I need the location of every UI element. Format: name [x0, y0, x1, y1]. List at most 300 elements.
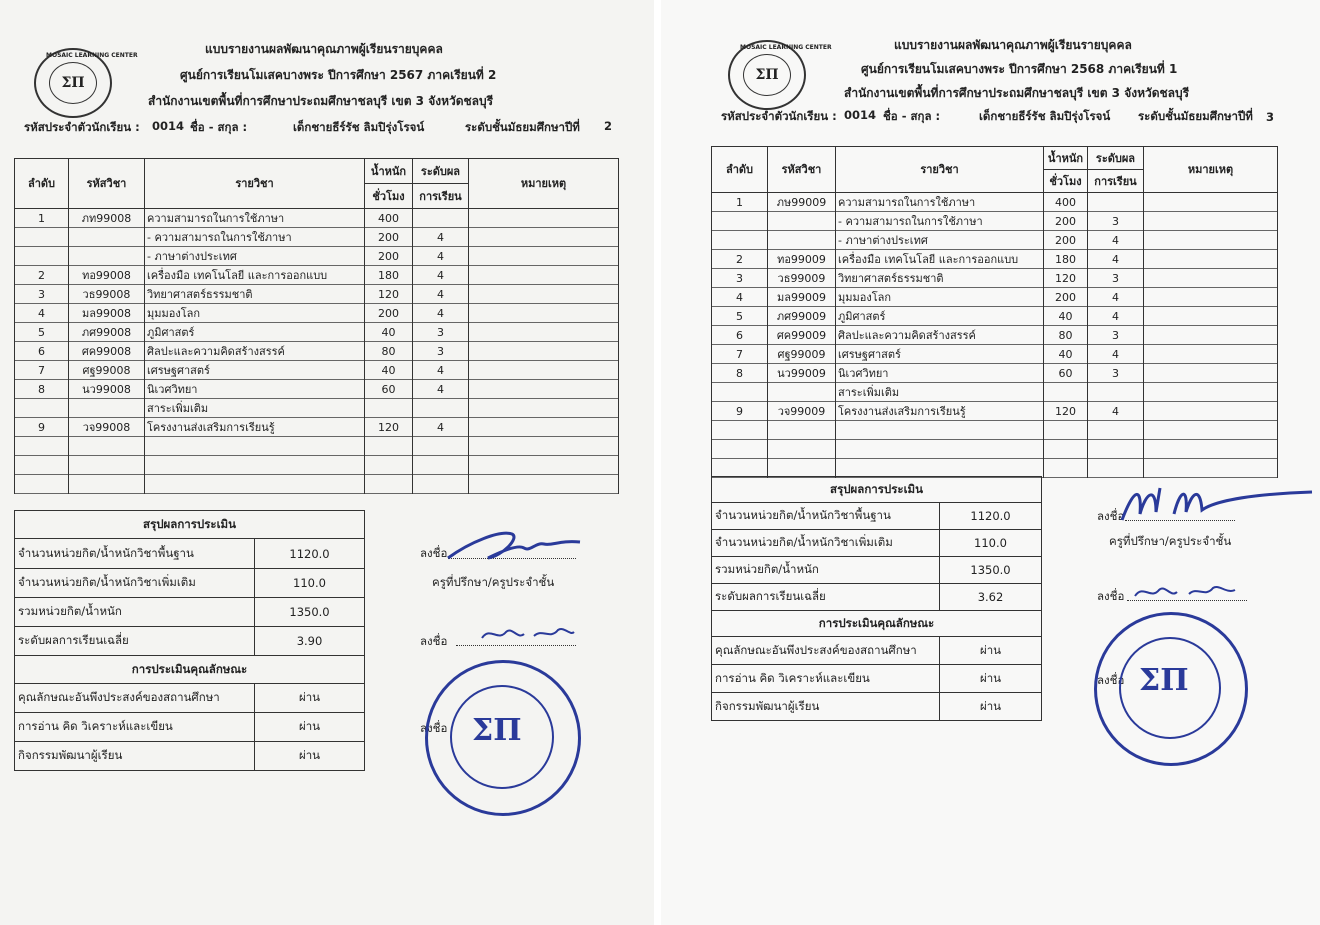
- student-name: เด็กชายธีร์รัช ลิมปิรุ่งโรจน์: [979, 109, 1111, 123]
- teacher-signature: [1116, 478, 1316, 528]
- row-subject: [836, 440, 1044, 459]
- row-grade: 3: [1088, 212, 1144, 231]
- col-note: หมายเหตุ: [1144, 147, 1278, 193]
- row-subject: [145, 456, 365, 475]
- report-page-right: [661, 0, 1320, 925]
- characteristics-title: การประเมินคุณลักษณะ: [712, 611, 1042, 637]
- row-code: [69, 456, 145, 475]
- level-value: 2: [604, 119, 613, 133]
- row-no: 9: [712, 402, 768, 421]
- row-grade: [1088, 421, 1144, 440]
- student-name: เด็กชายธีร์รัช ลิมปิรุ่งโรจน์: [293, 120, 425, 134]
- table-row: [15, 399, 619, 418]
- page-gap: [654, 0, 661, 925]
- row-subject: [145, 475, 365, 494]
- total-credits-value: 1350.0: [940, 557, 1042, 584]
- row-note: [469, 323, 619, 342]
- report-page-left: [0, 0, 654, 925]
- char1-value: ผ่าน: [940, 637, 1042, 665]
- row-note: [1144, 326, 1278, 345]
- row-grade: 3: [1088, 269, 1144, 288]
- summary-table: [711, 476, 1042, 721]
- row-grade: 4: [1088, 231, 1144, 250]
- row-code: [768, 383, 836, 402]
- row-weight: 40: [1044, 307, 1088, 326]
- row-grade: 4: [1088, 250, 1144, 269]
- row-grade: [413, 456, 469, 475]
- row-no: 4: [15, 304, 69, 323]
- row-code: [768, 459, 836, 478]
- logo-ring-text: MOSAIC LEARNING CENTER: [46, 52, 138, 59]
- row-grade: 4: [413, 247, 469, 266]
- logo-emblem: ΣΠ: [743, 54, 791, 96]
- row-weight: 200: [1044, 212, 1088, 231]
- table-row: [712, 231, 1278, 250]
- row-no: 2: [15, 266, 69, 285]
- table-row: [712, 440, 1278, 459]
- row-code: วธ99009: [768, 269, 836, 288]
- col-no: ลำดับ: [15, 159, 69, 209]
- row-weight: [365, 399, 413, 418]
- school-logo: [34, 48, 138, 118]
- row-code: ภท99008: [69, 209, 145, 228]
- row-note: [1144, 250, 1278, 269]
- row-weight: 120: [365, 285, 413, 304]
- row-grade: 4: [1088, 402, 1144, 421]
- table-row: [712, 383, 1278, 402]
- row-code: [69, 247, 145, 266]
- extra-credits-value: 110.0: [940, 530, 1042, 557]
- row-no: 5: [712, 307, 768, 326]
- row-no: [15, 399, 69, 418]
- row-grade: 4: [1088, 288, 1144, 307]
- row-subject: - ความสามารถในการใช้ภาษา: [145, 228, 365, 247]
- row-no: 5: [15, 323, 69, 342]
- sign-label-3: ลงชื่อ: [420, 721, 448, 735]
- row-weight: 180: [1044, 250, 1088, 269]
- extra-credits-label: จำนวนหน่วยกิต/น้ำหนักวิชาเพิ่มเติม: [712, 530, 940, 557]
- row-note: [1144, 231, 1278, 250]
- char1-label: คุณลักษณะอันพึงประสงค์ของสถานศึกษา: [15, 684, 255, 713]
- col-note: หมายเหตุ: [469, 159, 619, 209]
- table-row: [15, 361, 619, 380]
- row-subject: นิเวศวิทยา: [836, 364, 1044, 383]
- char2-label: การอ่าน คิด วิเคราะห์และเขียน: [15, 713, 255, 742]
- sign-label-3: ลงชื่อ: [1097, 673, 1125, 687]
- table-row: [15, 380, 619, 399]
- row-no: [15, 456, 69, 475]
- row-weight: 200: [365, 247, 413, 266]
- row-weight: [365, 437, 413, 456]
- table-row: [15, 475, 619, 494]
- row-weight: 400: [1044, 193, 1088, 212]
- row-no: 1: [15, 209, 69, 228]
- row-note: [1144, 440, 1278, 459]
- center-title: ศูนย์การเรียนโมเสคบางพระ ปีการศึกษา 2567 ภาคเรียนที่ 2: [180, 68, 497, 82]
- char3-label: กิจกรรมพัฒนาผู้เรียน: [712, 693, 940, 721]
- row-note: [469, 266, 619, 285]
- gpa-value: 3.62: [940, 584, 1042, 611]
- row-subject: ความสามารถในการใช้ภาษา: [145, 209, 365, 228]
- table-row: [712, 402, 1278, 421]
- table-row: [712, 193, 1278, 212]
- row-grade: [1088, 193, 1144, 212]
- row-subject: ศิลปะและความคิดสร้างสรรค์: [145, 342, 365, 361]
- level-value: 3: [1266, 110, 1275, 124]
- total-credits-value: 1350.0: [255, 598, 365, 627]
- summary-title: สรุปผลการประเมิน: [712, 477, 1042, 503]
- table-row: [712, 345, 1278, 364]
- level-label: ระดับชั้นมัธยมศึกษาปีที่: [465, 120, 580, 134]
- row-note: [469, 380, 619, 399]
- table-row: [15, 209, 619, 228]
- table-row: [15, 266, 619, 285]
- table-row: [712, 364, 1278, 383]
- char1-label: คุณลักษณะอันพึงประสงค์ของสถานศึกษา: [712, 637, 940, 665]
- student-id: 0014: [152, 119, 185, 133]
- logo-ring-text: MOSAIC LEARNING CENTER: [740, 44, 832, 51]
- table-row: [15, 247, 619, 266]
- row-subject: ความสามารถในการใช้ภาษา: [836, 193, 1044, 212]
- col-grade: ระดับผล: [1088, 147, 1144, 170]
- row-no: 3: [15, 285, 69, 304]
- char3-value: ผ่าน: [940, 693, 1042, 721]
- row-subject: [836, 421, 1044, 440]
- director-signature: [478, 620, 578, 646]
- row-grade: 3: [1088, 364, 1144, 383]
- row-note: [1144, 364, 1278, 383]
- row-note: [469, 247, 619, 266]
- report-title: แบบรายงานผลพัฒนาคุณภาพผู้เรียนรายบุคคล: [894, 38, 1132, 52]
- row-no: 9: [15, 418, 69, 437]
- row-note: [1144, 212, 1278, 231]
- row-no: 8: [712, 364, 768, 383]
- school-logo: [728, 40, 832, 110]
- row-no: [712, 383, 768, 402]
- sign-label-1: ลงชื่อ: [420, 546, 448, 560]
- student-id-label: รหัสประจำตัวนักเรียน :: [721, 109, 837, 123]
- col-subject: รายวิชา: [836, 147, 1044, 193]
- row-no: 7: [15, 361, 69, 380]
- row-weight: 40: [1044, 345, 1088, 364]
- stamp-emblem: ΣΠ: [472, 713, 522, 748]
- row-weight: 120: [1044, 269, 1088, 288]
- char3-label: กิจกรรมพัฒนาผู้เรียน: [15, 742, 255, 771]
- basic-credits-label: จำนวนหน่วยกิต/น้ำหนักวิชาพื้นฐาน: [15, 539, 255, 569]
- office-title: สำนักงานเขตพื้นที่การศึกษาประถมศึกษาชลบุรี เขต 3 จังหวัดชลบุรี: [844, 86, 1190, 100]
- row-weight: 200: [1044, 231, 1088, 250]
- row-code: [69, 228, 145, 247]
- logo-emblem: ΣΠ: [49, 62, 97, 104]
- table-row: [712, 326, 1278, 345]
- row-note: [469, 437, 619, 456]
- row-no: 2: [712, 250, 768, 269]
- table-row: [15, 285, 619, 304]
- row-code: วธ99008: [69, 285, 145, 304]
- table-row: [15, 342, 619, 361]
- table-row: [712, 307, 1278, 326]
- row-weight: 120: [365, 418, 413, 437]
- row-note: [469, 456, 619, 475]
- row-subject: [836, 459, 1044, 478]
- row-subject: วิทยาศาสตร์ธรรมชาติ: [145, 285, 365, 304]
- row-code: ภศ99008: [69, 323, 145, 342]
- row-code: นว99008: [69, 380, 145, 399]
- row-subject: [145, 437, 365, 456]
- row-code: วจ99008: [69, 418, 145, 437]
- level-label: ระดับชั้นมัธยมศึกษาปีที่: [1138, 109, 1253, 123]
- row-grade: 4: [413, 361, 469, 380]
- row-no: [712, 459, 768, 478]
- row-no: [15, 475, 69, 494]
- row-note: [1144, 288, 1278, 307]
- row-no: [712, 231, 768, 250]
- row-code: [69, 399, 145, 418]
- char3-value: ผ่าน: [255, 742, 365, 771]
- extra-credits-label: จำนวนหน่วยกิต/น้ำหนักวิชาเพิ่มเติม: [15, 569, 255, 598]
- row-grade: 4: [1088, 345, 1144, 364]
- gpa-value: 3.90: [255, 627, 365, 656]
- row-subject: นิเวศวิทยา: [145, 380, 365, 399]
- row-weight: 60: [365, 380, 413, 399]
- gpa-label: ระดับผลการเรียนเฉลี่ย: [712, 584, 940, 611]
- col-weight-unit: ชั่วโมง: [1044, 170, 1088, 193]
- row-subject: มุมมองโลก: [836, 288, 1044, 307]
- col-grade-unit: การเรียน: [1088, 170, 1144, 193]
- row-code: [69, 437, 145, 456]
- row-note: [1144, 383, 1278, 402]
- table-row: [15, 456, 619, 475]
- row-note: [1144, 269, 1278, 288]
- row-code: ศฐ99008: [69, 361, 145, 380]
- row-subject: - ภาษาต่างประเทศ: [836, 231, 1044, 250]
- teacher-role-1: ครูที่ปรึกษา/ครูประจำชั้น: [1109, 534, 1232, 548]
- row-grade: [1088, 440, 1144, 459]
- center-title: ศูนย์การเรียนโมเสคบางพระ ปีการศึกษา 2568 ภาคเรียนที่ 1: [861, 62, 1178, 76]
- table-row: [712, 288, 1278, 307]
- row-no: 6: [712, 326, 768, 345]
- row-no: [712, 440, 768, 459]
- row-weight: 80: [365, 342, 413, 361]
- col-no: ลำดับ: [712, 147, 768, 193]
- grades-table: [14, 158, 619, 494]
- row-subject: เครื่องมือ เทคโนโลยี และการออกแบบ: [836, 250, 1044, 269]
- row-grade: [1088, 383, 1144, 402]
- summary-title: สรุปผลการประเมิน: [15, 511, 365, 539]
- row-note: [1144, 402, 1278, 421]
- row-subject: โครงงานส่งเสริมการเรียนรู้: [145, 418, 365, 437]
- row-note: [1144, 421, 1278, 440]
- row-note: [469, 228, 619, 247]
- col-weight: น้ำหนัก: [1044, 147, 1088, 170]
- total-credits-label: รวมหน่วยกิต/น้ำหนัก: [712, 557, 940, 584]
- char2-label: การอ่าน คิด วิเคราะห์และเขียน: [712, 665, 940, 693]
- col-weight: น้ำหนัก: [365, 159, 413, 184]
- report-title: แบบรายงานผลพัฒนาคุณภาพผู้เรียนรายบุคคล: [205, 42, 443, 56]
- row-code: ภศ99009: [768, 307, 836, 326]
- row-subject: เครื่องมือ เทคโนโลยี และการออกแบบ: [145, 266, 365, 285]
- row-no: 8: [15, 380, 69, 399]
- row-note: [469, 399, 619, 418]
- row-grade: 4: [1088, 307, 1144, 326]
- char2-value: ผ่าน: [255, 713, 365, 742]
- row-weight: 40: [365, 361, 413, 380]
- row-weight: [365, 475, 413, 494]
- row-weight: 80: [1044, 326, 1088, 345]
- basic-credits-label: จำนวนหน่วยกิต/น้ำหนักวิชาพื้นฐาน: [712, 503, 940, 530]
- row-note: [469, 475, 619, 494]
- row-code: ทอ99008: [69, 266, 145, 285]
- table-row: [15, 304, 619, 323]
- row-subject: ภูมิศาสตร์: [145, 323, 365, 342]
- office-title: สำนักงานเขตพื้นที่การศึกษาประถมศึกษาชลบุรี เขต 3 จังหวัดชลบุรี: [148, 94, 494, 108]
- row-code: [768, 440, 836, 459]
- row-note: [469, 418, 619, 437]
- row-code: มล99008: [69, 304, 145, 323]
- grades-table: [711, 146, 1278, 478]
- row-note: [1144, 307, 1278, 326]
- row-subject: โครงงานส่งเสริมการเรียนรู้: [836, 402, 1044, 421]
- school-stamp: [1094, 612, 1248, 766]
- row-weight: 60: [1044, 364, 1088, 383]
- row-code: [768, 231, 836, 250]
- col-weight-unit: ชั่วโมง: [365, 184, 413, 209]
- row-weight: 200: [365, 304, 413, 323]
- table-row: [15, 323, 619, 342]
- table-row: [712, 269, 1278, 288]
- row-weight: [1044, 421, 1088, 440]
- sign-label-1: ลงชื่อ: [1097, 509, 1125, 523]
- row-no: 4: [712, 288, 768, 307]
- col-subject: รายวิชา: [145, 159, 365, 209]
- row-no: [15, 437, 69, 456]
- char2-value: ผ่าน: [940, 665, 1042, 693]
- basic-credits-value: 1120.0: [255, 539, 365, 569]
- row-subject: สาระเพิ่มเติม: [145, 399, 365, 418]
- student-id-label: รหัสประจำตัวนักเรียน :: [24, 120, 140, 134]
- row-note: [1144, 193, 1278, 212]
- row-no: [15, 228, 69, 247]
- row-no: 6: [15, 342, 69, 361]
- row-no: 3: [712, 269, 768, 288]
- row-weight: [1044, 440, 1088, 459]
- row-grade: [413, 209, 469, 228]
- row-subject: ศิลปะและความคิดสร้างสรรค์: [836, 326, 1044, 345]
- row-grade: 4: [413, 304, 469, 323]
- row-subject: - ภาษาต่างประเทศ: [145, 247, 365, 266]
- row-no: 7: [712, 345, 768, 364]
- row-code: ทอ99009: [768, 250, 836, 269]
- row-grade: 3: [413, 342, 469, 361]
- table-row: [712, 421, 1278, 440]
- row-code: ศค99009: [768, 326, 836, 345]
- row-note: [469, 285, 619, 304]
- row-code: นว99009: [768, 364, 836, 383]
- name-label: ชื่อ - สกุล :: [190, 120, 248, 134]
- row-weight: 400: [365, 209, 413, 228]
- row-subject: วิทยาศาสตร์ธรรมชาติ: [836, 269, 1044, 288]
- row-no: [15, 247, 69, 266]
- row-grade: [1088, 459, 1144, 478]
- row-note: [1144, 459, 1278, 478]
- col-grade-unit: การเรียน: [413, 184, 469, 209]
- row-no: [712, 421, 768, 440]
- row-no: 1: [712, 193, 768, 212]
- basic-credits-value: 1120.0: [940, 503, 1042, 530]
- row-grade: 4: [413, 285, 469, 304]
- row-subject: มุมมองโลก: [145, 304, 365, 323]
- col-grade: ระดับผล: [413, 159, 469, 184]
- col-code: รหัสวิชา: [768, 147, 836, 193]
- row-weight: 200: [365, 228, 413, 247]
- characteristics-title: การประเมินคุณลักษณะ: [15, 656, 365, 684]
- row-subject: เศรษฐศาสตร์: [145, 361, 365, 380]
- row-weight: [365, 456, 413, 475]
- row-code: [768, 421, 836, 440]
- row-subject: เศรษฐศาสตร์: [836, 345, 1044, 364]
- table-row: [712, 459, 1278, 478]
- row-weight: [1044, 459, 1088, 478]
- row-subject: - ความสามารถในการใช้ภาษา: [836, 212, 1044, 231]
- row-code: ศค99008: [69, 342, 145, 361]
- row-code: วจ99009: [768, 402, 836, 421]
- row-subject: สาระเพิ่มเติม: [836, 383, 1044, 402]
- char1-value: ผ่าน: [255, 684, 365, 713]
- summary-table: [14, 510, 365, 771]
- row-code: [69, 475, 145, 494]
- row-grade: 3: [413, 323, 469, 342]
- row-note: [1144, 345, 1278, 364]
- row-code: ศฐ99009: [768, 345, 836, 364]
- row-note: [469, 342, 619, 361]
- row-grade: [413, 437, 469, 456]
- table-row: [712, 250, 1278, 269]
- row-weight: 200: [1044, 288, 1088, 307]
- student-id: 0014: [844, 108, 877, 122]
- row-weight: 180: [365, 266, 413, 285]
- table-row: [15, 437, 619, 456]
- row-weight: [1044, 383, 1088, 402]
- sign-label-2: ลงชื่อ: [420, 634, 448, 648]
- row-code: ภษ99009: [768, 193, 836, 212]
- table-row: [15, 418, 619, 437]
- row-grade: 4: [413, 266, 469, 285]
- teacher-role-1: ครูที่ปรึกษา/ครูประจำชั้น: [432, 575, 555, 589]
- row-no: [712, 212, 768, 231]
- row-note: [469, 304, 619, 323]
- school-stamp: [425, 660, 581, 816]
- row-note: [469, 209, 619, 228]
- teacher-signature: [440, 522, 590, 570]
- row-grade: 4: [413, 418, 469, 437]
- row-note: [469, 361, 619, 380]
- extra-credits-value: 110.0: [255, 569, 365, 598]
- stamp-emblem: ΣΠ: [1139, 663, 1189, 698]
- gpa-label: ระดับผลการเรียนเฉลี่ย: [15, 627, 255, 656]
- total-credits-label: รวมหน่วยกิต/น้ำหนัก: [15, 598, 255, 627]
- row-grade: 3: [1088, 326, 1144, 345]
- row-grade: [413, 399, 469, 418]
- row-grade: 4: [413, 228, 469, 247]
- sign-label-2: ลงชื่อ: [1097, 589, 1125, 603]
- col-code: รหัสวิชา: [69, 159, 145, 209]
- name-label: ชื่อ - สกุล :: [883, 109, 941, 123]
- table-row: [712, 212, 1278, 231]
- row-weight: 120: [1044, 402, 1088, 421]
- row-weight: 40: [365, 323, 413, 342]
- row-code: [768, 212, 836, 231]
- director-signature: [1131, 580, 1241, 604]
